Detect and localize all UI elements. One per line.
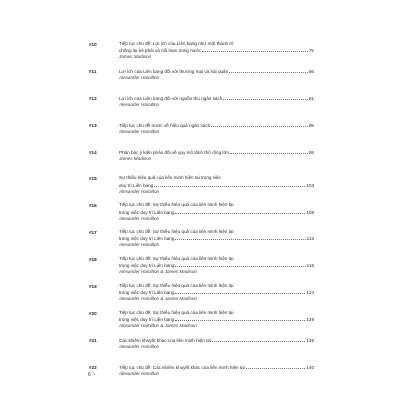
entry-page-number: 135	[306, 337, 314, 343]
dot-leader	[175, 208, 305, 213]
entry-title-row	[119, 122, 314, 129]
entry-number: #12	[89, 95, 97, 101]
entry-title-line: Tiếp tục chủ đề: Lợi ích của Liên bang như một thành trì	[119, 41, 234, 46]
entry-number: #17	[89, 230, 97, 236]
entry-content	[119, 41, 314, 68]
entry-number: #22	[89, 364, 97, 370]
entry-title-row	[119, 235, 314, 242]
entry-author: Alexander Hamilton & James Madison	[119, 296, 197, 302]
entry-title-line: Tiếp tục chủ đề: Sự thiếu hiệu quả của liên minh hiện tại	[119, 202, 234, 208]
toc-entry	[88, 149, 314, 176]
toc-entry	[88, 364, 314, 391]
entry-page-number: 91	[308, 95, 314, 101]
entry-title-row	[119, 316, 314, 323]
dot-leader	[223, 95, 308, 100]
entry-author: James Madison	[119, 155, 152, 161]
entry-author: Alexander Hamilton	[119, 128, 160, 134]
dot-leader	[175, 316, 305, 321]
entry-title-line: Tiếp tục chủ đề: Sự thiếu hiệu quả của liên minh hiện tại	[119, 256, 234, 262]
entry-title-row	[119, 262, 314, 269]
entry-content	[119, 122, 314, 149]
dot-leader	[246, 364, 306, 369]
entry-author: Alexander Hamilton	[119, 101, 160, 107]
entry-page-number: 108	[306, 209, 314, 215]
entry-page-number: 103	[306, 182, 314, 188]
toc-entry	[88, 122, 314, 149]
dot-leader	[202, 47, 308, 52]
entry-page-number: 118	[306, 263, 314, 269]
entry-title: Phản bác ý kiến phản đối về quy mô lãnh thổ rộng lớn	[119, 149, 230, 155]
toc-entry	[88, 229, 314, 256]
entry-content	[119, 337, 314, 364]
entry-title-line: Sự thiếu hiệu quả của liên minh hiện tại trong việc	[119, 175, 221, 181]
entry-content	[119, 95, 314, 122]
entry-author: Alexander Hamilton	[119, 188, 160, 194]
entry-author: Alexander Hamilton	[119, 242, 160, 248]
entry-title-row	[119, 364, 314, 371]
toc-entry	[88, 175, 314, 202]
dot-leader	[230, 149, 308, 154]
entry-title-row	[119, 337, 314, 344]
entry-content	[119, 229, 314, 256]
toc-entry	[88, 283, 314, 310]
entry-number: #13	[89, 122, 97, 128]
entry-title: trong việc duy trì Liên bang	[119, 290, 175, 296]
entry-content	[119, 68, 314, 95]
entry-author: Alexander Hamilton	[119, 215, 160, 221]
entry-number: #20	[89, 310, 97, 316]
entry-number: #21	[89, 337, 97, 343]
table-of-contents	[88, 41, 314, 391]
entry-number: #16	[89, 203, 97, 209]
entry-title: Tiếp tục chủ đề: Các khiếm khuyết khác của liên minh hiện tại	[119, 364, 245, 370]
entry-content	[119, 283, 314, 310]
entry-author: Alexander Hamilton	[119, 370, 160, 376]
entry-content	[119, 310, 314, 337]
entry-content	[119, 256, 314, 283]
entry-page-number: 124	[306, 290, 314, 296]
entry-page-number: 75	[308, 48, 314, 54]
entry-page-number: 98	[308, 149, 314, 155]
entry-author: Alexander Hamilton	[119, 75, 160, 81]
entry-page-number: 113	[306, 236, 314, 242]
toc-entry	[88, 310, 314, 337]
entry-number: #19	[89, 284, 97, 290]
toc-entry	[88, 41, 314, 68]
entry-title: chống lại bè phái và nổi loạn trong nước	[119, 48, 202, 54]
entry-title: Lợi ích của Liên bang đối với thương mại và hải quân	[119, 69, 229, 75]
entry-author: James Madison	[119, 54, 152, 60]
dot-leader	[175, 235, 305, 240]
dot-leader	[211, 122, 308, 127]
entry-author: Alexander Hamilton	[119, 343, 160, 349]
entry-title-row	[119, 149, 314, 156]
entry-title: Lợi ích của Liên bang đối với nguồn thu ngân sách	[119, 95, 223, 101]
entry-title-line: Tiếp tục chủ đề: Sự thiếu hiệu quả của liên minh hiện tại	[119, 229, 234, 235]
entry-title-row	[119, 47, 314, 54]
dot-leader	[229, 68, 308, 73]
entry-title: duy trì Liên bang	[119, 182, 154, 188]
entry-number: #18	[89, 257, 97, 263]
toc-entry	[88, 95, 314, 122]
dot-leader	[175, 289, 305, 294]
entry-content	[119, 364, 314, 391]
entry-title: trong việc duy trì Liên bang	[119, 236, 175, 242]
toc-entry	[88, 202, 314, 229]
entry-content	[119, 149, 314, 176]
entry-title-row	[119, 208, 314, 215]
entry-title-line: Tiếp tục chủ đề: Sự thiếu hiệu quả của liên minh hiện tại	[119, 283, 234, 289]
entry-title: Tiếp tục chủ đề trước về hiệu quả ngân sách	[119, 122, 211, 128]
entry-page-number: 86	[308, 69, 314, 75]
entry-title-row	[119, 95, 314, 102]
entry-title: trong việc duy trì Liên bang	[119, 263, 175, 269]
dot-leader	[175, 262, 305, 267]
entry-title: trong việc duy trì Liên bang	[119, 209, 175, 215]
entry-number: #11	[89, 68, 97, 74]
entry-page-number: 95	[308, 122, 314, 128]
entry-title: Các khiếm khuyết khác của liên minh hiện tại	[119, 337, 211, 343]
entry-page-number: 140	[306, 364, 314, 370]
entry-title-row	[119, 289, 314, 296]
entry-author: Alexander Hamilton & James Madison	[119, 269, 197, 275]
entry-number: #14	[89, 149, 97, 155]
entry-title-row	[119, 68, 314, 75]
entry-content	[119, 175, 314, 202]
toc-entry	[88, 337, 314, 364]
entry-number: #15	[89, 176, 97, 182]
entry-title: trong việc duy trì Liên bang	[119, 317, 175, 323]
page-number-footer: 6 ~	[88, 372, 96, 378]
entry-author: Alexander Hamilton & James Madison	[119, 323, 197, 329]
dot-leader	[154, 181, 305, 186]
entry-title-line: Tiếp tục chủ đề: Sự thiếu hiệu quả của liên minh hiện tại	[119, 309, 234, 315]
entry-content	[119, 202, 314, 229]
entry-title-row	[119, 181, 314, 188]
entry-page-number: 129	[306, 317, 314, 323]
dot-leader	[212, 337, 305, 342]
toc-entry	[88, 68, 314, 95]
entry-number: #10	[89, 42, 97, 47]
toc-entry	[88, 256, 314, 283]
